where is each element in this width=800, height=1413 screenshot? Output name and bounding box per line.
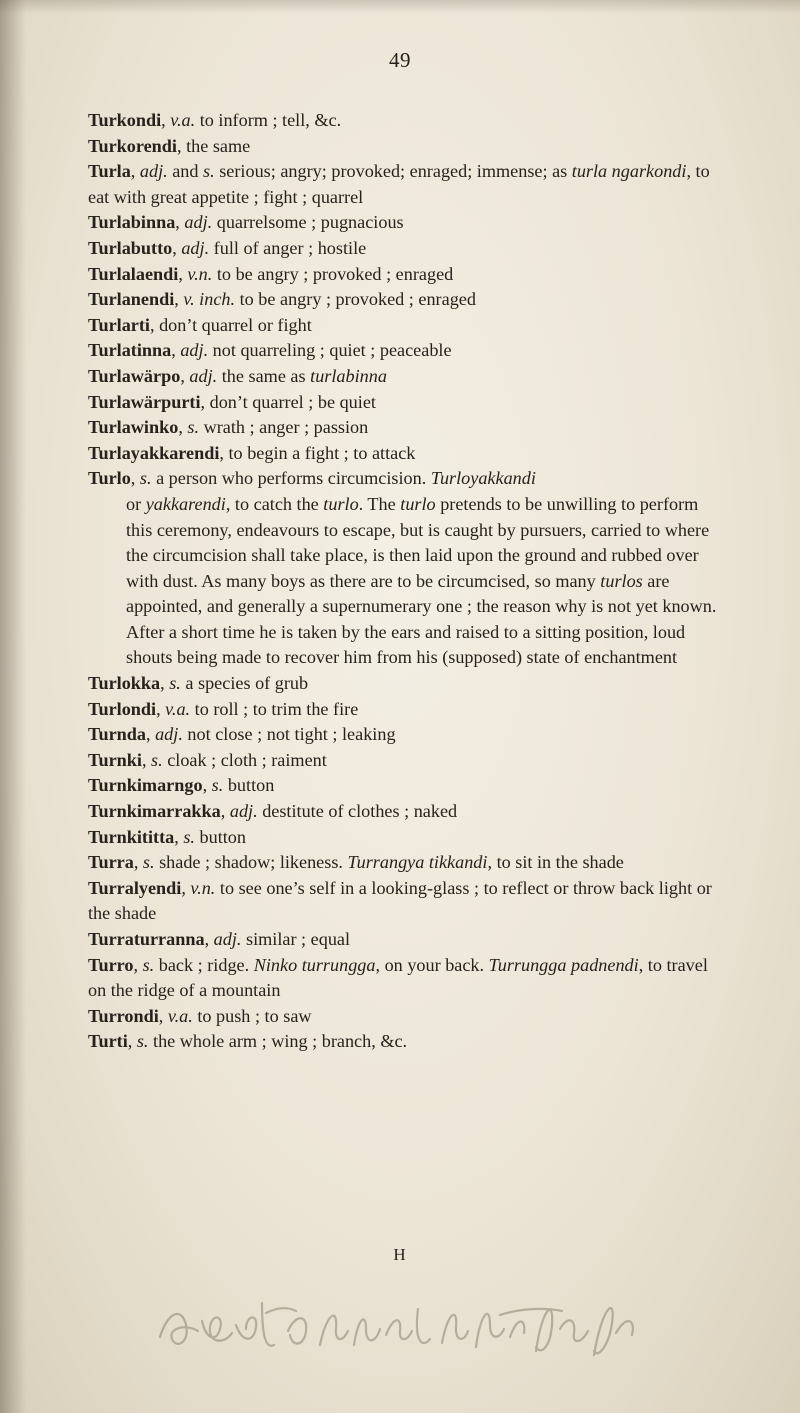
dictionary-entry [88, 210, 728, 236]
dictionary-entry [88, 825, 728, 851]
entry-text: Turnki, s. cloak ; cloth ; raiment [88, 749, 327, 770]
dictionary-entry [88, 390, 728, 416]
entry-text: Turrondi, v.a. to push ; to saw [88, 1005, 312, 1026]
dictionary-entry [88, 799, 728, 825]
dictionary-entry [88, 159, 728, 210]
entry-text: Turnkititta, s. button [88, 826, 246, 847]
entry-text: Turlawärpurti, don’t quarrel ; be quiet [88, 391, 376, 412]
dictionary-entry [88, 671, 728, 697]
entry-text: Turlondi, v.a. to roll ; to trim the fire [88, 698, 359, 719]
entry-text: Turlayakkarendi, to begin a fight ; to attack [88, 442, 416, 463]
entry-text: Turlokka, s. a species of grub [88, 673, 309, 694]
dictionary-entry [88, 262, 728, 288]
entry-text: Turla, adj. and s. serious; angry; provoked; enraged; immense; as turla ngarkondi, to eat with great appetite ; fight ; quarrel [88, 161, 710, 207]
dictionary-entry [88, 313, 728, 339]
entry-text: Turlawärpo, adj. the same as turlabinna [88, 365, 387, 386]
entry-text: Turraturranna, adj. similar ; equal [88, 929, 351, 949]
entry-text: Turnkimarrakka, adj. destitute of clothes ; naked [88, 801, 458, 822]
entry-text: Turlarti, don’t quarrel or fight [88, 314, 312, 335]
entry-text: Turlabutto, adj. full of anger ; hostile [88, 237, 367, 258]
dictionary-entry [88, 722, 728, 748]
dictionary-entry [88, 876, 728, 927]
dictionary-entry [88, 850, 728, 876]
dictionary-entry [88, 441, 728, 467]
signature-mark: H [393, 1245, 407, 1264]
entry-text: Turlabinna, adj. quarrelsome ; pugnacious [88, 212, 404, 233]
dictionary-entry [88, 1029, 728, 1055]
entry-text: Turkondi, v.a. to inform ; tell, &c. [88, 110, 342, 130]
dictionary-entry [88, 236, 728, 262]
dictionary-entry [88, 953, 728, 1004]
dictionary-entry [88, 927, 728, 953]
entry-text: Turnkimarngo, s. button [88, 775, 275, 796]
dictionary-entry [88, 364, 728, 390]
dictionary-entry-list [88, 108, 728, 1055]
dictionary-entry [88, 415, 728, 441]
dictionary-entry [88, 1004, 728, 1030]
handwriting-scribble [150, 1285, 670, 1375]
page-number: 49 [389, 48, 411, 72]
entry-text: Turralyendi, v.n. to see one’s self in a looking-glass ; to reflect or throw back light or the shade [88, 877, 712, 924]
dictionary-entry [88, 338, 728, 364]
dictionary-entry [88, 287, 728, 313]
entry-text: Turlalaendi, v.n. to be angry ; provoked ; enraged [88, 263, 454, 284]
entry-text: Turlanendi, v. inch. to be angry ; provoked ; enraged [88, 289, 476, 310]
entry-text: Turti, s. the whole arm ; wing ; branch, &c. [88, 1031, 408, 1052]
dictionary-entry [88, 466, 728, 671]
dictionary-entry [88, 108, 728, 134]
entry-text: Turlo, s. a person who performs circumcision. Turloyakkandi [88, 468, 536, 489]
entry-continuation: or yakkarendi, to catch the turlo. The turlo pretends to be unwilling to perform this ceremony, endeavours to escape, but is caught by pursuers, carried to where the circumcision shall take place, is then laid upon the ground and rubbed over with dust. As many boys as there are to be circumcised, so many turlos are appointed, and generally a supernumerary one ; the reason why is not yet known. After a short time he is taken by the ears and raised to a sitting position, loud shouts being made to recover him from his (supposed) state of enchantment [126, 493, 717, 668]
entry-text: Turlatinna, adj. not quarreling ; quiet ; peaceable [88, 340, 452, 361]
dictionary-entry [88, 134, 728, 160]
entry-text: Turkorendi, the same [88, 135, 251, 156]
dictionary-entry [88, 748, 728, 774]
entry-text: Turlawinko, s. wrath ; anger ; passion [88, 417, 369, 438]
entry-text: Turra, s. shade ; shadow; likeness. Turrangya tikkandi, to sit in the shade [88, 852, 624, 873]
entry-text: Turnda, adj. not close ; not tight ; leaking [88, 724, 396, 745]
entry-text: Turro, s. back ; ridge. Ninko turrungga, on your back. Turrungga padnendi, to travel on the ridge of a mountain [88, 954, 708, 1001]
dictionary-entry [88, 697, 728, 723]
dictionary-entry [88, 773, 728, 799]
